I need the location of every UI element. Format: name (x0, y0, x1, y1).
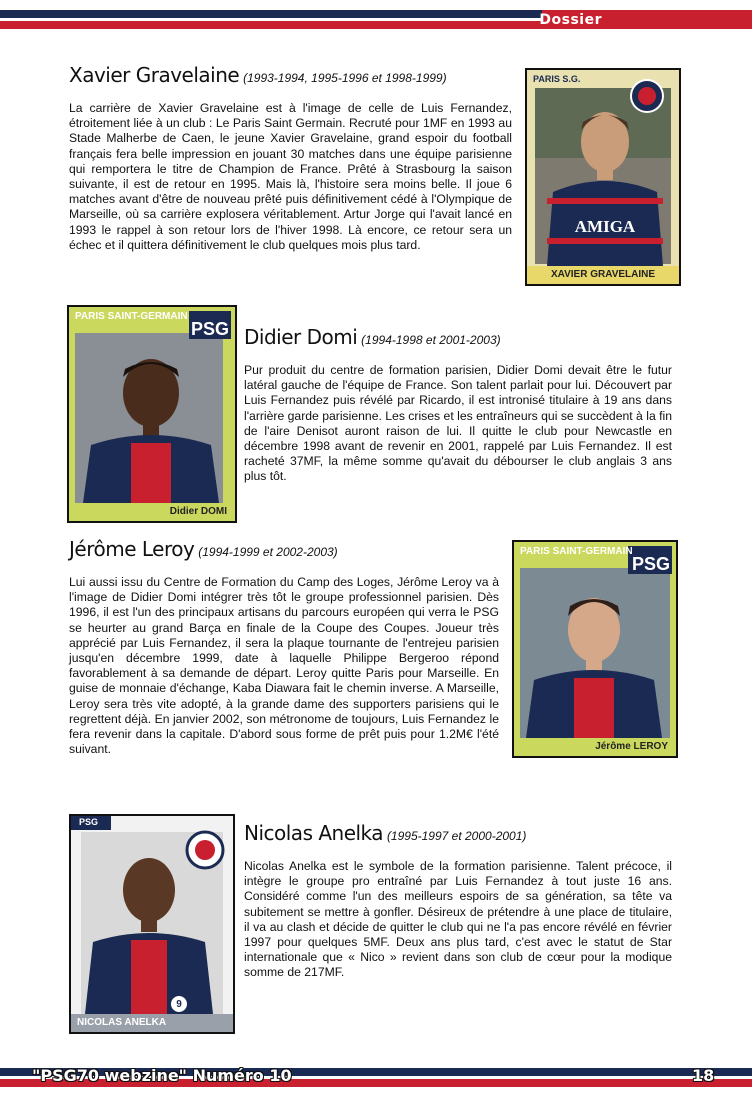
player-card-gravelaine (525, 68, 681, 286)
card-badge: PSG (631, 554, 670, 574)
player-heading (244, 325, 672, 349)
page-number: 18 (692, 1066, 715, 1085)
player-bio: Pur produit du centre de formation parisien, Didier Domi devait être le futur latéral gauche de l'équipe de France. Son talent parlait pour lui. Découvert par Luis Fernandez puis révélé par Ricardo, il est intronisé titulaire à 19 ans dans l'arrière garde parisienne. Les crises et les entraîneurs qui se succèdent à la fin de l'aire Denisot auront raison de lui. Il quitte le club pour Newcastle en décembre 1998 avant de revenir en 2001, rappelé par Luis Fernandez. Il est racheté 37MF, la même somme qu'avait du débourser le club anglais 3 ans plus tôt. (244, 363, 672, 484)
player-card-anelka (69, 814, 235, 1034)
player-heading (69, 63, 512, 87)
player-name: Nicolas Anelka (244, 821, 384, 845)
player-bio: Nicolas Anelka est le symbole de la formation parisienne. Talent précoce, il intègre le groupe pro entraîné par Luis Fernandez à tout juste 16 ans. Considéré comme l'un des meilleurs espoirs de sa génération, sa tête va subitement se mettre à gonfler. Désireux de prétendre à une place de titulaire, il va au clash et décide de quitter le club qui ne l'a pas encore révélé en février 1997 pour quelques 5MF. Deux ans plus tard, c'est avec le statut de Star internationale que « Nico » revient dans son club de cœur pour la modique somme de 217MF. (244, 859, 672, 980)
player-name: Didier Domi (244, 325, 358, 349)
player-name: Xavier Gravelaine (69, 63, 240, 87)
card-club-label: PSG (79, 817, 99, 827)
player-bio: Lui aussi issu du Centre de Formation du Camp des Loges, Jérôme Leroy va à l'image de Didier Domi intégrer très tôt le groupe professionnel parisien. Dès 1996, il est l'un des principaux artisans du parcours européen qui verra le PSG se heurter au grand Barça en finale de la Coupe des Coupes. Joueur très apprécié par Luis Fernandez, il sera la plaque tournante de l'entrejeu parisien jusqu'en décembre 1999, date à laquelle Philippe Bergeroo répond favorablement à sa demande de départ. Leroy quitte Paris pour Marseille. En guise de monnaie d'échange, Kaba Diawara fait le chemin inverse. A Marseille, Leroy sera très vite adopté, à la grande dame des supporters parisiens qui le regrettent déjà. En janvier 2002, son métronome de toujours, Luis Fernandez le fera revenir dans la capitale. D'abord sous forme de prêt puis pour 1.2M€ l'été suivant. (69, 575, 499, 757)
shirt-sponsor-text: AMIGA (574, 217, 636, 236)
player-photo (527, 70, 679, 266)
player-card-domi (67, 305, 237, 523)
card-name-label: Jérôme LEROY (514, 738, 676, 756)
card-badge: PSG (190, 319, 229, 339)
card-number: 9 (176, 999, 182, 1010)
player-card-leroy (512, 540, 678, 758)
player-bio: La carrière de Xavier Gravelaine est à l'image de celle de Luis Fernandez, étroitement liée à un club : Le Paris Saint Germain. Recruté pour 1MF en 1993 au Stade Malherbe de Caen, le jeune Xavier Gravelaine, grand espoir du football français fera belle impression en jouant 30 matches dans une équipe parisienne qui remportera le titre de Champion de France. Prêté à Strasbourg la saison suivante, il est de retour en 1995. Mais là, l'histoire sera moins belle. Il joue 6 matches avant d'être de nouveau prêté puis définitivement cédé à l'Olympique de Marseille, où sa carrière explosera véritablement. Artur Jorge qui l'avait lancé en 1993 le rappel à son retour lors de l'hiver 1998. Là encore, ce retour sera un échec et il quittera définitivement le club quelques mois plus tard. (69, 101, 512, 252)
card-name-label: NICOLAS ANELKA (71, 1014, 233, 1032)
player-section-anelka (244, 821, 672, 981)
player-photo (71, 816, 233, 1014)
player-heading (69, 537, 499, 561)
player-heading (244, 821, 672, 845)
card-club-label: PARIS S.G. (533, 74, 581, 84)
player-years: (1995-1997 et 2000-2001) (386, 829, 527, 843)
player-years: (1993-1994, 1995-1996 et 1998-1999) (243, 71, 447, 85)
card-club-label: PARIS SAINT-GERMAIN (75, 311, 188, 322)
player-section-domi (244, 325, 672, 485)
player-section-gravelaine (69, 63, 512, 253)
card-name-label: XAVIER GRAVELAINE (527, 266, 679, 284)
card-name-label: Didier DOMI (69, 503, 235, 521)
player-name: Jérôme Leroy (69, 537, 195, 561)
section-title: Dossier (539, 12, 602, 28)
player-years: (1994-1999 et 2002-2003) (198, 545, 338, 559)
player-section-leroy (69, 537, 499, 757)
player-years: (1994-1998 et 2001-2003) (361, 333, 501, 347)
card-club-label: PARIS SAINT-GERMAIN (520, 546, 633, 557)
footer-publication: "PSG70 webzine" Numéro 10 (32, 1066, 292, 1085)
